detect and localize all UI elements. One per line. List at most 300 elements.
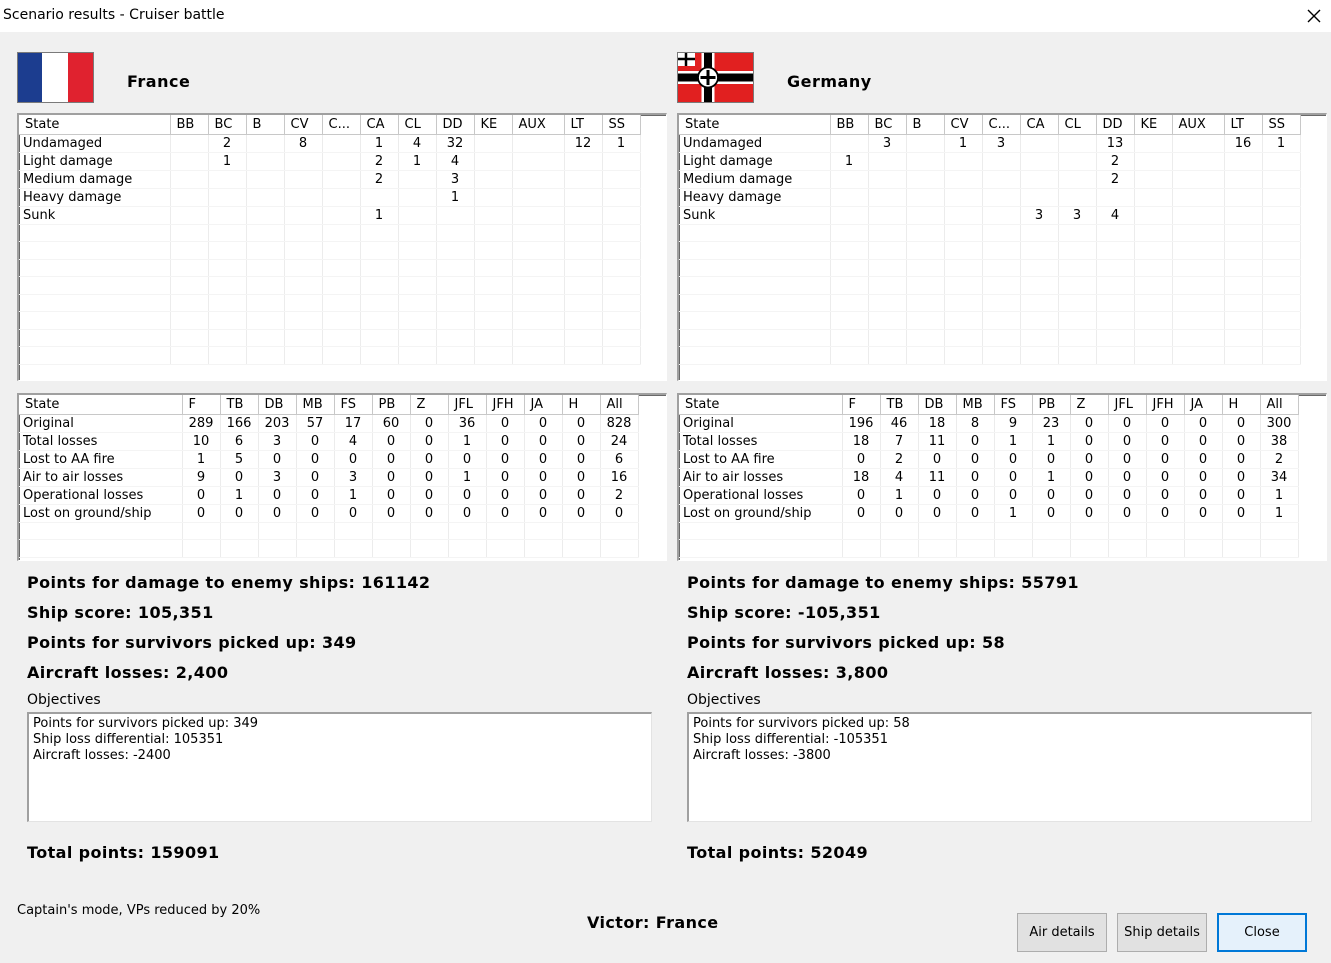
cell-value: 0 xyxy=(1070,504,1108,522)
empty-cell xyxy=(19,312,170,330)
empty-cell xyxy=(982,224,1020,242)
empty-cell xyxy=(918,540,956,558)
cell-value: 23 xyxy=(1032,414,1070,432)
cell-value: 1 xyxy=(1032,432,1070,450)
cell-value: 0 xyxy=(562,468,600,486)
column-header-db[interactable]: DB xyxy=(918,395,956,414)
empty-cell xyxy=(944,294,982,312)
cell-value xyxy=(360,188,398,206)
cell-value: 0 xyxy=(448,504,486,522)
objective-line: Ship loss differential: -105351 xyxy=(693,732,888,747)
cell-value: 0 xyxy=(1070,450,1108,468)
column-header-c[interactable]: C... xyxy=(982,115,1020,134)
cell-value: 0 xyxy=(1222,486,1260,504)
empty-cell xyxy=(1172,259,1224,277)
cell-value: 0 xyxy=(1184,468,1222,486)
cell-value: 0 xyxy=(220,504,258,522)
empty-cell xyxy=(19,522,182,540)
table-row[interactable] xyxy=(679,414,1298,432)
ship-score-label: Ship score: -105,351 xyxy=(687,603,881,622)
empty-cell xyxy=(906,224,944,242)
cell-value: 0 xyxy=(410,450,448,468)
empty-cell xyxy=(398,224,436,242)
cell-value xyxy=(284,152,322,170)
cell-value: 9 xyxy=(182,468,220,486)
empty-cell xyxy=(208,224,246,242)
empty-row xyxy=(679,242,1300,260)
empty-cell xyxy=(322,312,360,330)
column-header-b[interactable]: B xyxy=(246,115,284,134)
column-header-bb[interactable]: BB xyxy=(170,115,208,134)
cell-value xyxy=(564,152,602,170)
empty-cell xyxy=(564,347,602,365)
cell-value: 0 xyxy=(1108,414,1146,432)
empty-cell xyxy=(1058,347,1096,365)
empty-cell xyxy=(1096,294,1134,312)
empty-cell xyxy=(170,259,208,277)
cell-value xyxy=(512,134,564,152)
cell-value xyxy=(1134,134,1172,152)
ship-score-label: Ship score: 105,351 xyxy=(27,603,214,622)
cell-value: 0 xyxy=(1070,432,1108,450)
column-header-z[interactable]: Z xyxy=(1070,395,1108,414)
empty-cell xyxy=(1020,277,1058,295)
column-header-cl[interactable]: CL xyxy=(1058,115,1096,134)
empty-cell xyxy=(994,522,1032,540)
cell-value: 38 xyxy=(1260,432,1298,450)
cell-value: 1 xyxy=(880,486,918,504)
cell-value xyxy=(1172,134,1224,152)
table-row[interactable] xyxy=(19,188,640,206)
close-icon[interactable] xyxy=(1297,0,1331,32)
empty-cell xyxy=(322,277,360,295)
empty-cell xyxy=(956,540,994,558)
objective-line: Aircraft losses: -2400 xyxy=(33,748,171,763)
cell-value xyxy=(170,170,208,188)
column-header-ke[interactable]: KE xyxy=(1134,115,1172,134)
cell-value: 196 xyxy=(842,414,880,432)
points-damage-label: Points for damage to enemy ships: 161142 xyxy=(27,573,431,592)
cell-value xyxy=(170,206,208,224)
cell-value: 0 xyxy=(880,504,918,522)
cell-value: 2 xyxy=(360,152,398,170)
empty-cell xyxy=(512,312,564,330)
cell-value: 0 xyxy=(562,486,600,504)
empty-cell xyxy=(830,347,868,365)
empty-cell xyxy=(679,259,830,277)
empty-cell xyxy=(246,224,284,242)
cell-value: 0 xyxy=(524,450,562,468)
cell-value xyxy=(868,152,906,170)
empty-cell xyxy=(1020,294,1058,312)
empty-cell xyxy=(284,329,322,347)
empty-cell xyxy=(944,259,982,277)
column-header-bc[interactable]: BC xyxy=(868,115,906,134)
column-header-aux[interactable]: AUX xyxy=(1172,115,1224,134)
column-header-jfh[interactable]: JFH xyxy=(486,395,524,414)
column-header-b[interactable]: B xyxy=(906,115,944,134)
column-header-db[interactable]: DB xyxy=(258,395,296,414)
air-status-grid[interactable] xyxy=(17,393,667,561)
column-header-fs[interactable]: FS xyxy=(994,395,1032,414)
cell-value: 0 xyxy=(1032,450,1070,468)
empty-cell xyxy=(170,329,208,347)
empty-cell xyxy=(512,224,564,242)
empty-cell xyxy=(220,522,258,540)
cell-value: 7 xyxy=(880,432,918,450)
cell-value: 8 xyxy=(284,134,322,152)
table-row[interactable] xyxy=(679,170,1300,188)
empty-cell xyxy=(322,329,360,347)
row-label: Operational losses xyxy=(679,486,842,504)
empty-cell xyxy=(360,329,398,347)
cell-value xyxy=(1262,152,1300,170)
ship-details-button[interactable]: Ship details xyxy=(1117,913,1207,952)
ship-table xyxy=(679,115,1301,365)
cell-value: 0 xyxy=(994,450,1032,468)
column-header-all[interactable]: All xyxy=(600,395,638,414)
cell-value: 0 xyxy=(448,450,486,468)
cell-value: 0 xyxy=(524,504,562,522)
empty-cell xyxy=(906,259,944,277)
column-header-lt[interactable]: LT xyxy=(1224,115,1262,134)
empty-cell xyxy=(830,329,868,347)
column-header-ss[interactable]: SS xyxy=(602,115,640,134)
table-row[interactable] xyxy=(679,206,1300,224)
row-label: Total losses xyxy=(19,432,182,450)
cell-value: 1 xyxy=(182,450,220,468)
empty-cell xyxy=(1262,329,1300,347)
empty-cell xyxy=(944,242,982,260)
cell-value: 0 xyxy=(842,486,880,504)
empty-cell xyxy=(398,329,436,347)
empty-cell xyxy=(1096,329,1134,347)
cell-value xyxy=(1020,134,1058,152)
empty-cell xyxy=(1058,329,1096,347)
column-header-state[interactable]: State xyxy=(19,395,182,414)
title-bar xyxy=(0,0,1331,32)
cell-value xyxy=(564,188,602,206)
empty-cell xyxy=(944,347,982,365)
column-header-f[interactable]: F xyxy=(182,395,220,414)
cell-value: 1 xyxy=(994,504,1032,522)
column-header-mb[interactable]: MB xyxy=(296,395,334,414)
empty-cell xyxy=(562,522,600,540)
column-header-jfh[interactable]: JFH xyxy=(1146,395,1184,414)
empty-cell xyxy=(322,224,360,242)
empty-cell xyxy=(322,242,360,260)
table-row[interactable] xyxy=(19,206,640,224)
air-status-grid[interactable] xyxy=(677,393,1327,561)
column-header-ja[interactable]: JA xyxy=(524,395,562,414)
table-row[interactable] xyxy=(19,486,638,504)
empty-cell xyxy=(436,277,474,295)
cell-value xyxy=(398,206,436,224)
column-header-pb[interactable]: PB xyxy=(1032,395,1070,414)
cell-value xyxy=(246,206,284,224)
empty-cell xyxy=(906,294,944,312)
cell-value: 1 xyxy=(944,134,982,152)
empty-row xyxy=(19,294,640,312)
table-row[interactable] xyxy=(679,188,1300,206)
table-row[interactable] xyxy=(19,152,640,170)
empty-cell xyxy=(398,312,436,330)
empty-cell xyxy=(1222,540,1260,558)
empty-row xyxy=(19,522,638,540)
cell-value xyxy=(602,170,640,188)
cell-value xyxy=(1172,206,1224,224)
column-header-cv[interactable]: CV xyxy=(284,115,322,134)
table-row[interactable] xyxy=(19,170,640,188)
empty-cell xyxy=(372,522,410,540)
column-header-mb[interactable]: MB xyxy=(956,395,994,414)
empty-cell xyxy=(1108,522,1146,540)
cell-value xyxy=(906,152,944,170)
table-row[interactable] xyxy=(679,152,1300,170)
column-header-state[interactable]: State xyxy=(19,115,170,134)
empty-cell xyxy=(182,540,220,558)
cell-value xyxy=(602,152,640,170)
empty-cell xyxy=(208,312,246,330)
ship-status-grid[interactable] xyxy=(17,113,667,381)
column-header-ke[interactable]: KE xyxy=(474,115,512,134)
cell-value: 0 xyxy=(1146,468,1184,486)
cell-value xyxy=(322,170,360,188)
column-header-c[interactable]: C... xyxy=(322,115,360,134)
empty-cell xyxy=(830,277,868,295)
column-header-ca[interactable]: CA xyxy=(360,115,398,134)
objectives-box[interactable] xyxy=(687,712,1312,822)
cell-value xyxy=(474,206,512,224)
empty-cell xyxy=(284,294,322,312)
empty-cell xyxy=(602,312,640,330)
cell-value: 0 xyxy=(956,486,994,504)
empty-cell xyxy=(1262,347,1300,365)
cell-value: 0 xyxy=(334,504,372,522)
column-header-bb[interactable]: BB xyxy=(830,115,868,134)
window-title: Scenario results - Cruiser battle xyxy=(3,7,225,23)
cell-value: 0 xyxy=(524,468,562,486)
table-row[interactable] xyxy=(19,468,638,486)
column-header-jfl[interactable]: JFL xyxy=(448,395,486,414)
empty-cell xyxy=(906,242,944,260)
column-header-state[interactable]: State xyxy=(679,115,830,134)
empty-cell xyxy=(1262,277,1300,295)
empty-cell xyxy=(1070,540,1108,558)
objectives-label: Objectives xyxy=(687,692,761,708)
side-name: France xyxy=(127,72,191,91)
cell-value xyxy=(322,206,360,224)
table-row[interactable] xyxy=(679,134,1300,152)
empty-cell xyxy=(1172,329,1224,347)
empty-row xyxy=(19,540,638,558)
row-label: Total losses xyxy=(679,432,842,450)
table-row[interactable] xyxy=(679,486,1298,504)
cell-value xyxy=(868,188,906,206)
cell-value: 5 xyxy=(220,450,258,468)
cell-value xyxy=(830,170,868,188)
cell-value: 4 xyxy=(334,432,372,450)
empty-cell xyxy=(512,259,564,277)
table-row[interactable] xyxy=(679,432,1298,450)
empty-cell xyxy=(246,294,284,312)
cell-value xyxy=(868,170,906,188)
cell-value xyxy=(944,152,982,170)
empty-cell xyxy=(564,312,602,330)
empty-cell xyxy=(1058,277,1096,295)
cell-value: 0 xyxy=(1222,504,1260,522)
column-header-all[interactable]: All xyxy=(1260,395,1298,414)
empty-row xyxy=(679,329,1300,347)
empty-cell xyxy=(208,242,246,260)
empty-cell xyxy=(246,277,284,295)
cell-value xyxy=(1058,188,1096,206)
cell-value: 0 xyxy=(918,504,956,522)
cell-value: 1 xyxy=(398,152,436,170)
cell-value: 0 xyxy=(1222,450,1260,468)
column-header-tb[interactable]: TB xyxy=(220,395,258,414)
close-button[interactable]: Close xyxy=(1217,913,1307,952)
table-row[interactable] xyxy=(19,414,638,432)
empty-cell xyxy=(868,242,906,260)
column-header-dd[interactable]: DD xyxy=(1096,115,1134,134)
empty-cell xyxy=(182,522,220,540)
cell-value: 9 xyxy=(994,414,1032,432)
empty-cell xyxy=(1032,540,1070,558)
cell-value xyxy=(208,206,246,224)
row-label: Light damage xyxy=(679,152,830,170)
cell-value: 8 xyxy=(956,414,994,432)
empty-cell xyxy=(1260,522,1298,540)
column-header-dd[interactable]: DD xyxy=(436,115,474,134)
column-header-cl[interactable]: CL xyxy=(398,115,436,134)
empty-cell xyxy=(1262,259,1300,277)
table-row[interactable] xyxy=(679,504,1298,522)
column-header-f[interactable]: F xyxy=(842,395,880,414)
empty-row xyxy=(679,277,1300,295)
empty-cell xyxy=(296,540,334,558)
cell-value: 0 xyxy=(994,486,1032,504)
empty-cell xyxy=(246,242,284,260)
empty-cell xyxy=(296,522,334,540)
column-header-lt[interactable]: LT xyxy=(564,115,602,134)
empty-cell xyxy=(944,277,982,295)
air-details-button[interactable]: Air details xyxy=(1017,913,1107,952)
empty-cell xyxy=(208,329,246,347)
empty-cell xyxy=(830,294,868,312)
empty-cell xyxy=(512,294,564,312)
cell-value xyxy=(398,170,436,188)
empty-cell xyxy=(1134,329,1172,347)
cell-value xyxy=(208,188,246,206)
empty-cell xyxy=(1134,347,1172,365)
cell-value xyxy=(602,206,640,224)
row-label: Light damage xyxy=(19,152,170,170)
side-name: Germany xyxy=(787,72,872,91)
cell-value: 10 xyxy=(182,432,220,450)
table-row[interactable] xyxy=(19,432,638,450)
empty-cell xyxy=(398,347,436,365)
cell-value: 0 xyxy=(956,450,994,468)
side-panel-germany xyxy=(660,32,1320,892)
empty-cell xyxy=(284,277,322,295)
column-header-fs[interactable]: FS xyxy=(334,395,372,414)
cell-value xyxy=(1134,170,1172,188)
cell-value xyxy=(1020,170,1058,188)
column-header-pb[interactable]: PB xyxy=(372,395,410,414)
column-header-state[interactable]: State xyxy=(679,395,842,414)
cell-value xyxy=(1020,152,1058,170)
column-header-ca[interactable]: CA xyxy=(1020,115,1058,134)
table-row[interactable] xyxy=(19,450,638,468)
empty-cell xyxy=(474,294,512,312)
cell-value: 0 xyxy=(1032,486,1070,504)
column-header-z[interactable]: Z xyxy=(410,395,448,414)
table-row[interactable] xyxy=(679,468,1298,486)
empty-cell xyxy=(1224,329,1262,347)
column-header-aux[interactable]: AUX xyxy=(512,115,564,134)
aircraft-losses-label: Aircraft losses: 3,800 xyxy=(687,663,889,682)
cell-value: 0 xyxy=(524,414,562,432)
points-survivors-label: Points for survivors picked up: 349 xyxy=(27,633,357,652)
cell-value: 60 xyxy=(372,414,410,432)
empty-cell xyxy=(360,347,398,365)
column-header-ss[interactable]: SS xyxy=(1262,115,1300,134)
empty-cell xyxy=(918,522,956,540)
victor-label: Victor: France xyxy=(587,913,719,932)
cell-value: 2 xyxy=(600,486,638,504)
empty-cell xyxy=(474,277,512,295)
empty-cell xyxy=(334,540,372,558)
column-header-ja[interactable]: JA xyxy=(1184,395,1222,414)
column-header-h[interactable]: H xyxy=(1222,395,1260,414)
objectives-box[interactable] xyxy=(27,712,652,822)
cell-value xyxy=(474,134,512,152)
table-row[interactable] xyxy=(19,134,640,152)
empty-cell xyxy=(524,540,562,558)
empty-cell xyxy=(1058,224,1096,242)
ship-status-grid[interactable] xyxy=(677,113,1327,381)
cell-value: 0 xyxy=(182,504,220,522)
cell-value xyxy=(322,134,360,152)
row-label: Lost on ground/ship xyxy=(679,504,842,522)
column-header-cv[interactable]: CV xyxy=(944,115,982,134)
cell-value: 0 xyxy=(956,504,994,522)
empty-cell xyxy=(564,224,602,242)
empty-cell xyxy=(474,329,512,347)
empty-cell xyxy=(982,347,1020,365)
cell-value: 0 xyxy=(296,450,334,468)
cell-value: 0 xyxy=(372,432,410,450)
cell-value: 2 xyxy=(880,450,918,468)
cell-value: 2 xyxy=(1260,450,1298,468)
cell-value: 0 xyxy=(1184,432,1222,450)
cell-value xyxy=(1134,188,1172,206)
empty-cell xyxy=(474,242,512,260)
empty-cell xyxy=(360,312,398,330)
column-header-h[interactable]: H xyxy=(562,395,600,414)
table-row[interactable] xyxy=(679,450,1298,468)
empty-cell xyxy=(1058,242,1096,260)
column-header-tb[interactable]: TB xyxy=(880,395,918,414)
table-row[interactable] xyxy=(19,504,638,522)
column-header-jfl[interactable]: JFL xyxy=(1108,395,1146,414)
cell-value xyxy=(208,170,246,188)
cell-value: 0 xyxy=(1070,468,1108,486)
cell-value: 828 xyxy=(600,414,638,432)
empty-row xyxy=(679,540,1298,558)
column-header-bc[interactable]: BC xyxy=(208,115,246,134)
